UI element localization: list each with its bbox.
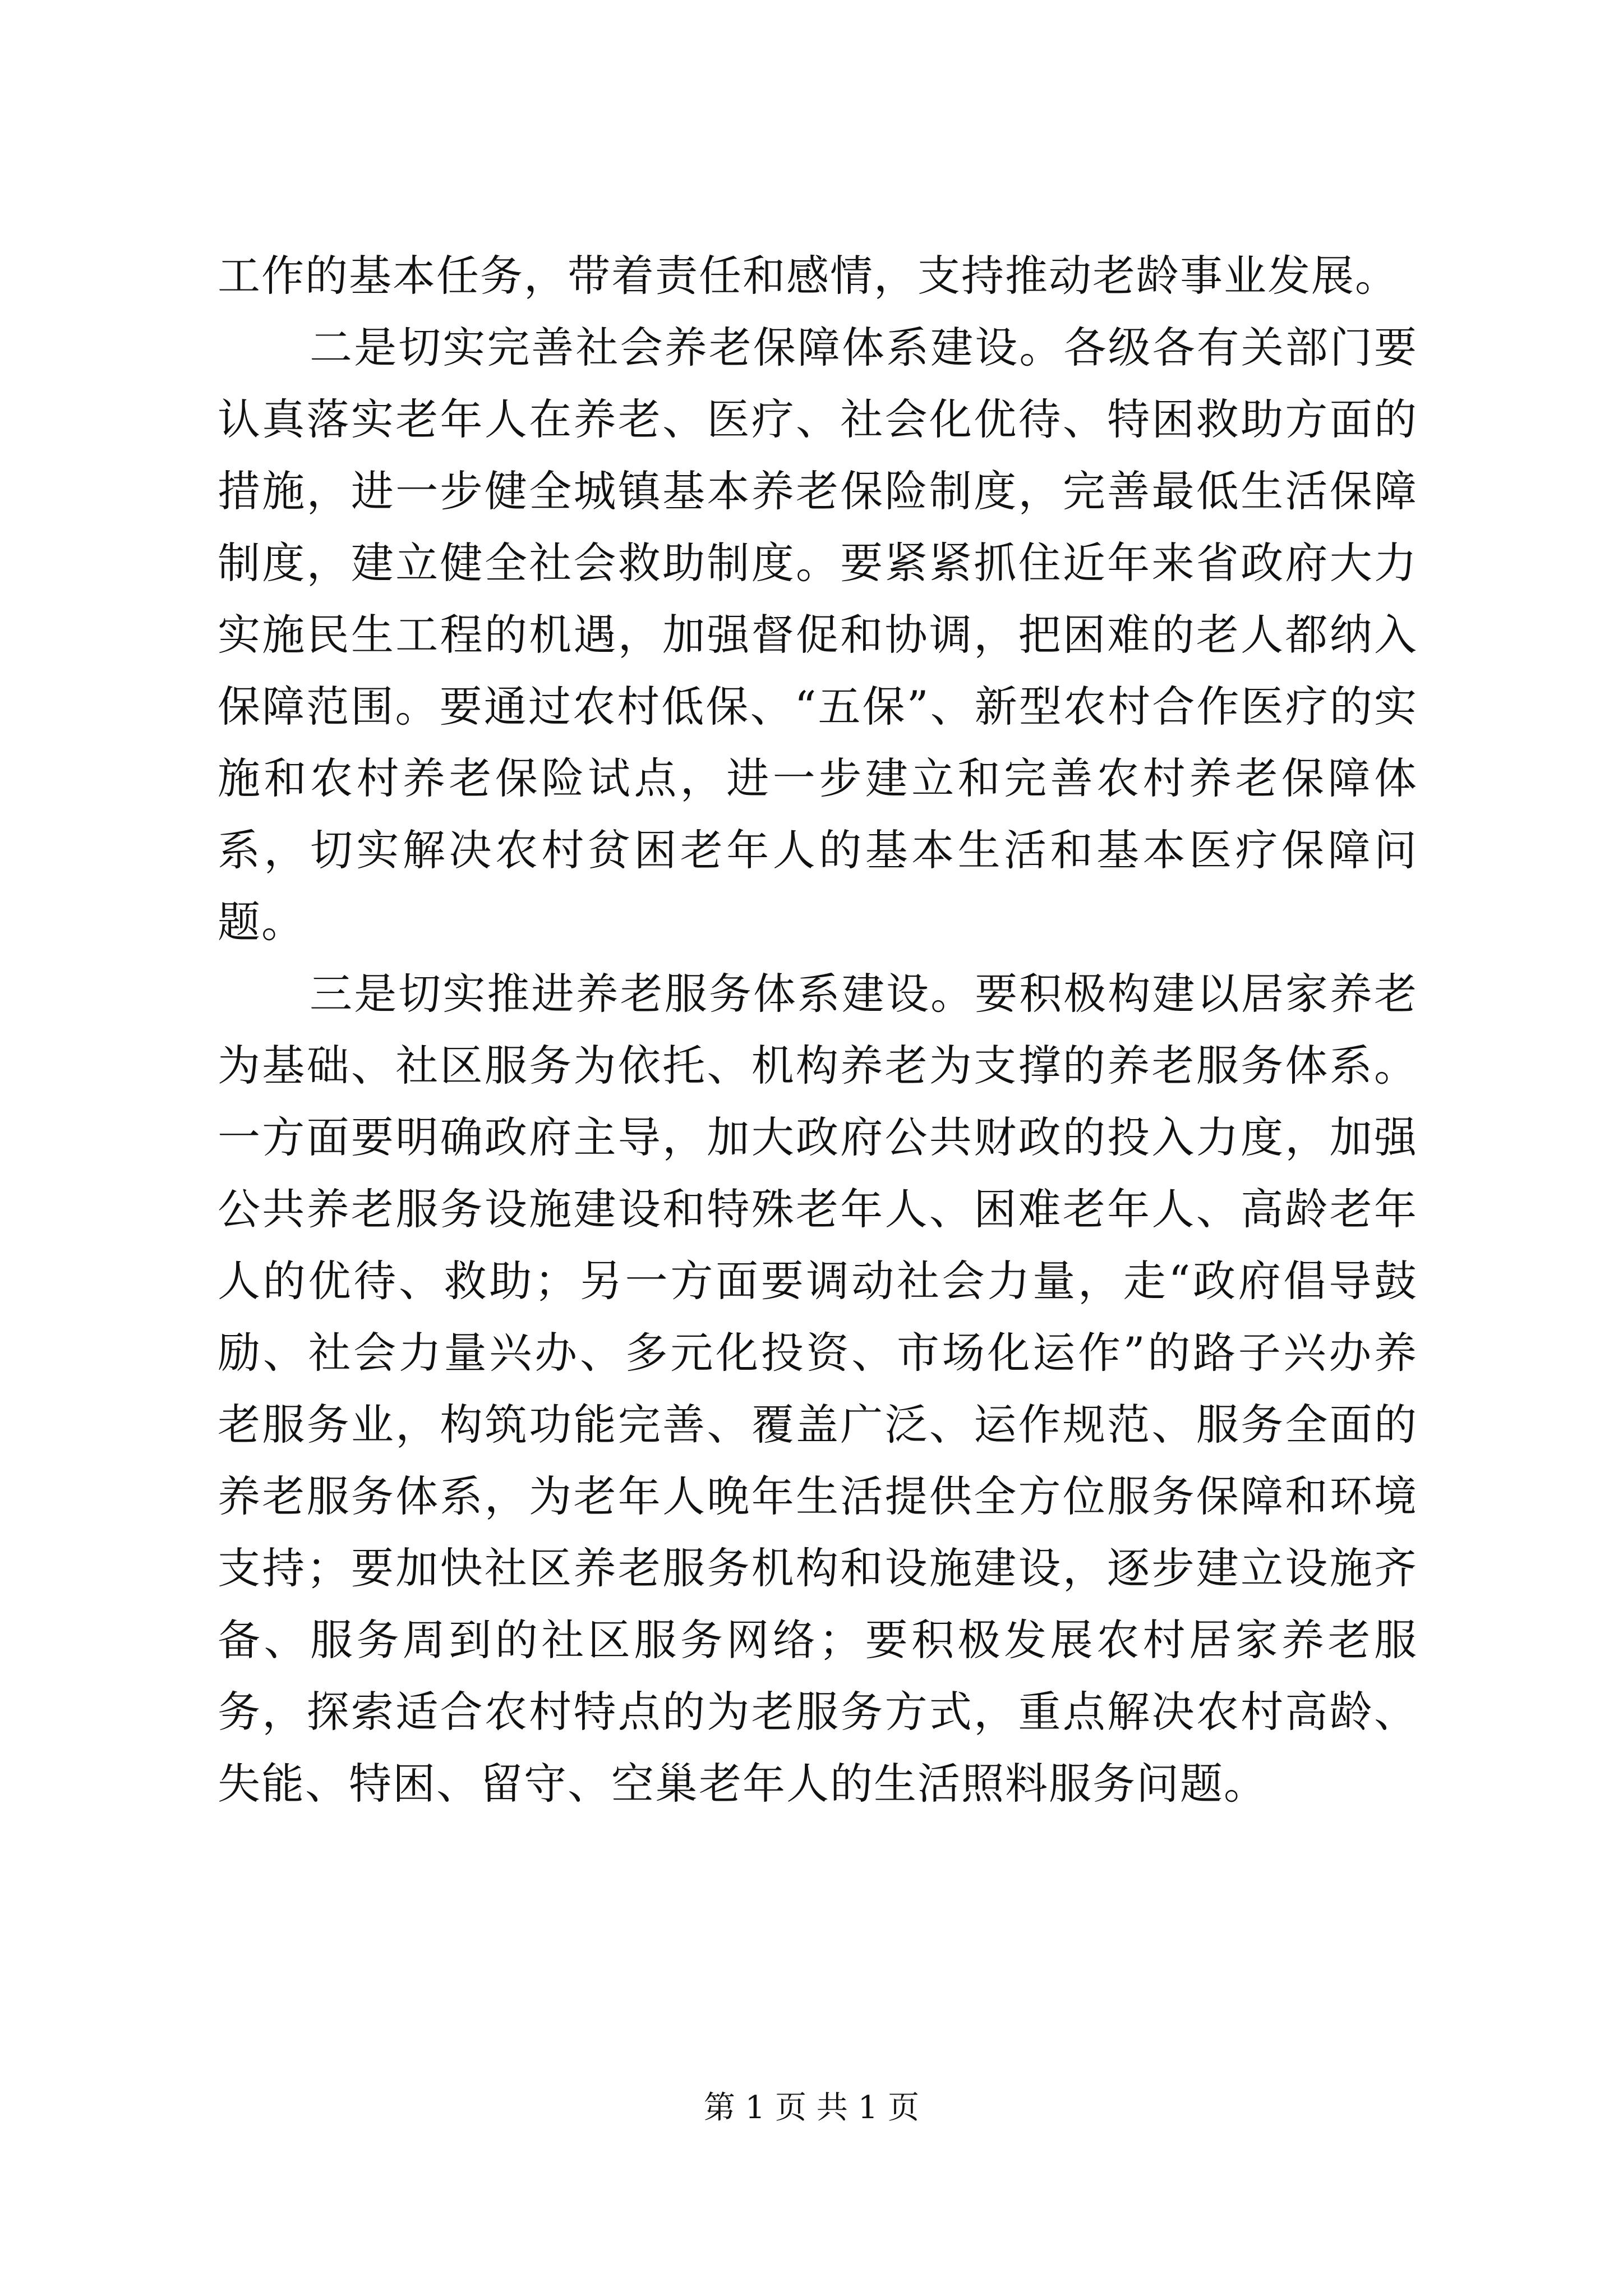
paragraph-pension-security: 二是切实完善社会养老保障体系建设。各级各有关部门要认真落实老年人在养老、医疗、社会化优待、特困救助方面的措施，进一步健全城镇基本养老保险制度，完善最低生活保障制度，建立健全社会救助制度。要紧紧抓住近年来省政府大力实施民生工程的机遇，加强督促和协调，把困难的老人都纳入保障范围。要通过农村低保、“五保”、新型农村合作医疗的实施和农村养老保险试点，进一步建立和完善农村养老保障体系，切实解决农村贫困老年人的基本生活和基本医疗保障问题。: [218, 323, 1418, 947]
paragraph-continued: 工作的基本任务，带着责任和感情，支持推动老龄事业发展。: [218, 251, 1399, 301]
paragraph-elderly-services: 三是切实推进养老服务体系建设。要积极构建以居家养老为基础、社区服务为依托、机构养老为支撑的养老服务体系。一方面要明确政府主导，加大政府公共财政的投入力度，加强公共养老服务设施建设和特殊老年人、困难老年人、高龄老年人的优待、救助；另一方面要调动社会力量，走“政府倡导鼓励、社会力量兴办、多元化投资、市场化运作”的路子兴办养老服务业，构筑功能完善、覆盖广泛、运作规范、服务全面的养老服务体系，为老年人晚年生活提供全方位服务保障和环境支持；要加快社区养老服务机构和设施建设，逐步建立设施齐备、服务周到的社区服务网络；要积极发展农村居家养老服务，探索适合农村特点的为老服务方式，重点解决农村高龄、失能、特困、留守、空巢老年人的生活照料服务问题。: [218, 969, 1418, 1809]
document-body: [218, 240, 1418, 1820]
page-footer: 第 1 页 共 1 页: [703, 2090, 920, 2126]
